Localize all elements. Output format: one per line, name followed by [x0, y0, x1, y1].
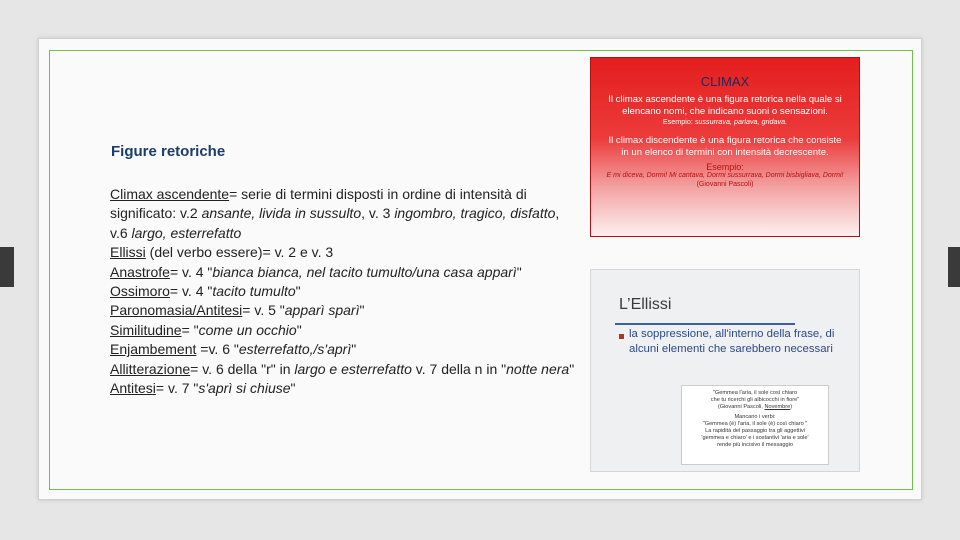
- explanation-line: La rapidità del passaggio tra gli aggettivi: [705, 427, 805, 434]
- right-edge-tab: [948, 247, 960, 287]
- quote: notte nera: [506, 360, 570, 377]
- text: (del verbo essere)= v. 2 e v. 3: [145, 244, 334, 261]
- text: ": [516, 263, 522, 280]
- quote-source: [682, 404, 828, 411]
- explanation-line: "Gemmea (è) l'aria, il sole (è) così chiaro ": [702, 421, 808, 428]
- ellissi-image: [590, 269, 860, 472]
- quote: largo, esterrefatto: [131, 224, 242, 241]
- climax-descending-author: (Giovanni Pascoli): [696, 180, 754, 188]
- source-text: ): [790, 403, 793, 410]
- term: Antitesi: [110, 380, 156, 397]
- text: = serie di termini disposti in ordine di intensità di significato: v.2: [110, 186, 527, 222]
- source-title: Novembre: [764, 403, 791, 410]
- text: ": [290, 380, 296, 397]
- text: = v. 4 ": [169, 263, 213, 280]
- list-item-enjambement: [110, 340, 580, 359]
- explanation-line: rende più incisivo il messaggio: [717, 441, 793, 448]
- text: = v. 5 ": [242, 302, 285, 319]
- list-item-similitudine: [110, 321, 580, 340]
- list-item-climax: [110, 185, 580, 243]
- list-item-paronomasia: [110, 301, 580, 320]
- climax-descending-example: E mi diceva, Dormi! Mi cantava, Dormi sussurrava, Dormi bisbigliava, Dormi!: [606, 172, 844, 180]
- climax-descending-example-label: Esempio:: [706, 162, 744, 173]
- quote-line: che tu ricerchi gli albicocchi in fiore": [710, 396, 800, 403]
- list-item-antitesi: [110, 379, 580, 398]
- quote: esterrefatto,/s'aprì: [238, 341, 352, 358]
- example-text: sussurrava, parlava, gridava.: [694, 117, 788, 127]
- ellissi-title-rule: [615, 323, 795, 325]
- term: Paronomasia/Antitesi: [110, 302, 243, 319]
- text: v. 7 della n in ": [411, 360, 507, 377]
- list-item-ellissi: [110, 243, 580, 262]
- quote: ansante, livida in sussulto: [201, 205, 362, 222]
- text: , v. 3: [361, 205, 395, 222]
- text: =v. 6 ": [196, 341, 239, 358]
- term: Enjambement: [110, 341, 197, 358]
- left-edge-tab: [0, 247, 14, 287]
- list-item-ossimoro: [110, 282, 580, 301]
- explanation-line: Mancano i verbi:: [734, 414, 776, 421]
- quote: apparì sparì: [284, 302, 360, 319]
- list-item-allitterazione: [110, 360, 580, 379]
- text: = v. 7 ": [155, 380, 199, 397]
- climax-image: [590, 57, 860, 237]
- source-text: (Giovanni Pascoli,: [717, 403, 765, 410]
- example-label: Esempio:: [662, 117, 695, 127]
- climax-ascending-text: Il climax ascendente è una figura retorica nella quale si elencano nomi, che indicano suoni o sensazioni.: [608, 94, 842, 117]
- text: ": [351, 341, 357, 358]
- ellissi-example-box: [681, 385, 829, 465]
- text: = v. 6 della "r" in: [190, 360, 295, 377]
- slide-title: Figure retoriche: [111, 143, 226, 160]
- quote: s'aprì si chiuse: [198, 380, 291, 397]
- term: Climax ascendente: [110, 186, 230, 202]
- text: = ": [181, 321, 199, 338]
- term: Similitudine: [110, 321, 182, 338]
- quote: bianca bianca, nel tacito tumulto/una casa apparì: [212, 263, 517, 280]
- quote: ingombro, tragico, disfatto: [394, 205, 556, 222]
- quote-line: "Gemmea l'aria, il sole così chiaro: [712, 390, 798, 396]
- ellissi-definition: la soppressione, all'interno della frase, di alcuni elementi che sarebbero necessari: [629, 328, 835, 355]
- text: ": [359, 302, 365, 319]
- bullet-square-icon: [619, 334, 624, 339]
- text: ": [295, 283, 301, 300]
- text: = v. 4 ": [169, 283, 213, 300]
- term: Ossimoro: [110, 283, 170, 300]
- term: Anastrofe: [110, 263, 170, 280]
- list-item-anastrofe: [110, 263, 580, 282]
- climax-descending-text: Il climax discendente è una figura retorica che consiste in un elenco di termini con intensità decrescente.: [608, 135, 842, 158]
- explanation-line: 'gemmea e chiaro' e i sostantivi 'aria e sole': [701, 434, 809, 441]
- slide: [38, 38, 922, 500]
- climax-ascending-example: [591, 117, 859, 126]
- term: Allitterazione: [110, 360, 191, 377]
- quote: largo e esterrefatto: [294, 360, 412, 377]
- figure-list: [110, 185, 580, 398]
- text: ": [296, 321, 302, 338]
- climax-title: CLIMAX: [700, 74, 750, 89]
- quote: tacito tumulto: [212, 283, 296, 300]
- term: Ellissi: [110, 244, 146, 261]
- text: ": [569, 360, 575, 377]
- ellissi-title: L’Ellissi: [619, 296, 672, 313]
- text: , v.6: [110, 205, 560, 241]
- quote: come un occhio: [198, 321, 297, 338]
